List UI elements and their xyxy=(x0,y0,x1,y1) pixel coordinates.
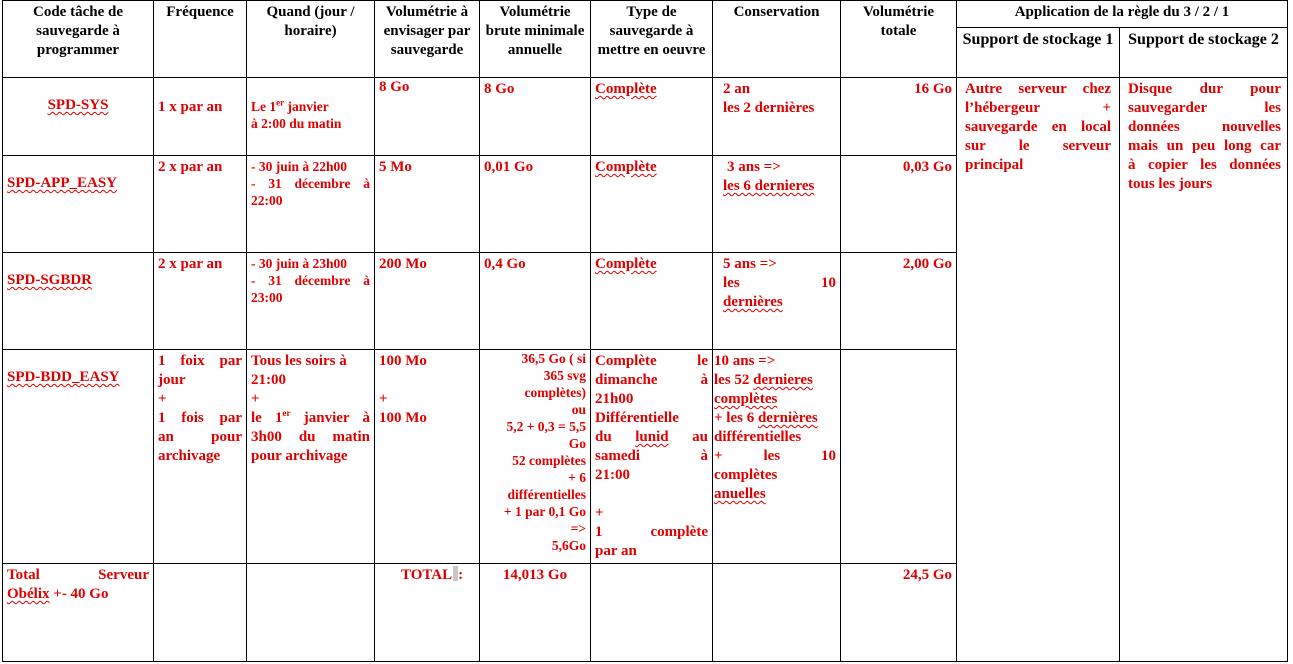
cell-vol-brute: 8 Go xyxy=(480,78,591,156)
cell-frequence: 1 x par an xyxy=(154,78,247,156)
cell-code: SPD-APP_EASY xyxy=(3,156,154,253)
cell-frequence: 2 x par an xyxy=(154,156,247,253)
cell-code: SPD-BDD_EASY xyxy=(3,350,154,564)
cell-vol-brute: 36,5 Go ( si 365 svg complètes) ou 5,2 + 0,3 = 5,5 Go 52 complètes + 6 différentielles + 1 par 0,1 Go => 5,6Go xyxy=(480,350,591,564)
cell-quand: - 30 juin à 23h00 - 31 décembre à 23:00 xyxy=(247,253,375,350)
cell-total-vol-totale: 24,5 Go xyxy=(841,564,957,662)
cell-vol-totale xyxy=(841,350,957,564)
cell-empty xyxy=(154,564,247,662)
cell-conservation: 10 ans => les 52 dernieres complètes + les 6 dernières différentielles + les 10 complètes anuelles xyxy=(713,350,841,564)
cell-empty xyxy=(713,564,841,662)
cell-vol-envisager: 200 Mo xyxy=(375,253,480,350)
header-volumetrie-totale: Volumétrie totale xyxy=(841,1,957,78)
header-type: Type de sauvegarde à mettre en oeuvre xyxy=(591,1,713,78)
header-conservation: Conservation xyxy=(713,1,841,78)
cell-empty xyxy=(247,564,375,662)
header-support2: Support de stockage 2 xyxy=(1120,28,1288,78)
cell-total-text: TOTAL : xyxy=(375,564,480,662)
cell-vol-totale: 16 Go xyxy=(841,78,957,156)
cell-vol-totale: 2,00 Go xyxy=(841,253,957,350)
backup-plan-table xyxy=(2,0,1288,662)
cell-vol-brute: 0,01 Go xyxy=(480,156,591,253)
cell-quand: - 30 juin à 22h00 - 31 décembre à 22:00 xyxy=(247,156,375,253)
header-code: Code tâche de sauvegarde à programmer xyxy=(3,1,154,78)
cell-type: Complète xyxy=(591,253,713,350)
cell-vol-totale: 0,03 Go xyxy=(841,156,957,253)
cell-vol-brute: 0,4 Go xyxy=(480,253,591,350)
header-volumetrie-brute: Volumétrie brute minimale annuelle xyxy=(480,1,591,78)
cell-conservation: 3 ans => les 6 dernieres xyxy=(713,156,841,253)
table-row xyxy=(3,78,1288,156)
cell-vol-envisager: 5 Mo xyxy=(375,156,480,253)
cell-quand: Le 1er janvier à 2:00 du matin xyxy=(247,78,375,156)
header-quand: Quand (jour / horaire) xyxy=(247,1,375,78)
header-regle-321: Application de la règle du 3 / 2 / 1 xyxy=(957,1,1288,28)
cell-total-vol-brute: 14,013 Go xyxy=(480,564,591,662)
cell-conservation: 5 ans => les 10 dernières xyxy=(713,253,841,350)
cell-empty xyxy=(591,564,713,662)
cell-vol-envisager: 100 Mo + 100 Mo xyxy=(375,350,480,564)
cell-type: Complète xyxy=(591,78,713,156)
cell-type: Complète xyxy=(591,156,713,253)
cell-quand: Tous les soirs à 21:00 + le 1er janvier à 3h00 du matin pour archivage xyxy=(247,350,375,564)
support1-text: Autre serveur chez l’hébergeur + sauvegarde en local sur le serveur principal xyxy=(957,78,1120,662)
support2-text: Disque dur pour sauvegarder les données nouvelles mais un peu long car à copier les données tous les jours xyxy=(1120,78,1288,662)
cell-conservation: 2 an les 2 dernières xyxy=(713,78,841,156)
cell-frequence: 2 x par an xyxy=(154,253,247,350)
cell-vol-envisager: 8 Go xyxy=(375,78,480,156)
header-frequence: Fréquence xyxy=(154,1,247,78)
cell-total-label: Total Serveur Obélix +- 40 Go xyxy=(3,564,154,662)
cell-code: SPD-SGBDR xyxy=(3,253,154,350)
header-volumetrie-envisager: Volumétrie à envisager par sauvegarde xyxy=(375,1,480,78)
cell-frequence: 1 foix par jour + 1 fois par an pour archivage xyxy=(154,350,247,564)
cell-code: SPD-SYS xyxy=(3,78,154,156)
cell-type: Complète le dimanche à 21h00 Différentielle du lunid au samedi à 21:00 + 1 complète par an xyxy=(591,350,713,564)
header-support1: Support de stockage 1 xyxy=(957,28,1120,78)
